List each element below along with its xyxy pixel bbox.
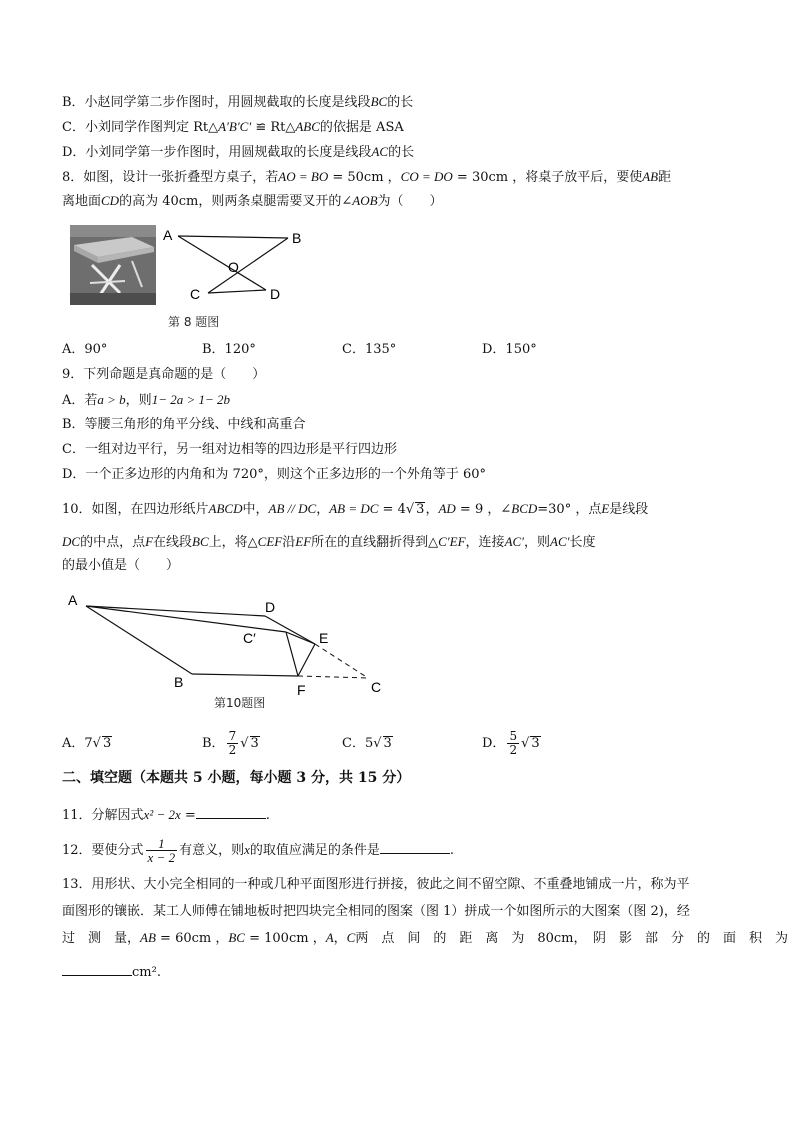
q10-label-b: B	[174, 674, 184, 690]
q7-option-c: C．小刘同学作图判定 Rt△A′B′C′ ≌ Rt△ABC的依据是 ASA	[62, 119, 404, 135]
q11-answer-blank[interactable]	[196, 805, 266, 819]
q10-option-b: B． $\frac{7}{2}$ √ 3	[202, 729, 259, 757]
q13-line2: 面图形的镶嵌．某工人师傅在铺地板时把四块完全相同的图案（图 1）拼成一个如图所示的大图案（图 2)，经	[62, 904, 690, 919]
folding-table-photo	[70, 225, 156, 305]
q10-label-e: E	[319, 630, 329, 646]
q10-option-c: C．5√ 3	[342, 736, 392, 751]
q10-label-d: D	[265, 599, 276, 615]
q9-option-b: B．等腰三角形的角平分线、中线和高重合	[62, 417, 306, 432]
q9-option-a: A．若a > b，则1− 2a > 1− 2b	[62, 392, 231, 408]
q13-answer-blank[interactable]	[62, 962, 132, 976]
q8-label-o: O	[228, 259, 239, 275]
q11: 11．分解因式x² − 2x = .	[62, 807, 270, 823]
q8-caption: 第 8 题图	[168, 315, 220, 329]
q10-stem-line1: 10．如图，在四边形纸片ABCD中，AB // DC，AB = DC = 4√ 3，AD = 9 ，∠BCD=30° ，点E是线段	[62, 501, 649, 517]
q10-option-d: D． $\frac{5}{2}$ √ 3	[482, 729, 540, 757]
section-title: 二、填空题（本题共 5 小题，每小题 3 分，共 15 分）	[62, 770, 411, 786]
q13-line4: cm².	[62, 962, 161, 982]
q10-diagram	[60, 588, 400, 710]
q8-option-d: D．150°	[482, 342, 537, 357]
q8-option-a: A．90°	[62, 342, 108, 357]
q8-stem-line1: 8．如图，设计一张折叠型方桌子，若AO = BO = 50cm ，CO = DO = 30cm ，将桌子放平后，要使AB距	[62, 169, 672, 185]
q10-label-cprime: C′	[243, 630, 256, 646]
q10-label-c: C	[371, 679, 382, 695]
q13-line1: 13．用形状、大小完全相同的一种或几种平面图形进行拼接，彼此之间不留空隙、不重叠地铺成一片，称为平	[62, 877, 690, 892]
q8-option-c: C．135°	[342, 342, 397, 357]
q10-label-f: F	[297, 682, 306, 698]
q12: 12．要使分式 $\frac{1}{x - 2}$ 有意义，则x的取值应满足的条件是 .	[62, 836, 455, 865]
q9-stem: 9．下列命题是真命题的是（ ）	[62, 367, 266, 382]
q8-diagram	[160, 226, 310, 306]
q8-label-d: D	[270, 286, 281, 302]
q13-line3: 过 测 量，AB = 60cm ，BC = 100cm ，A，C两 点 间 的 距 离 为 80cm， 阴 影 部 分 的 面 积 为	[62, 930, 788, 946]
q10-option-a: A．7√ 3	[62, 736, 112, 751]
q9-option-c: C．一组对边平行，另一组对边相等的四边形是平行四边形	[62, 442, 397, 457]
q7-option-d: D．小刘同学第一步作图时，用圆规截取的长度是线段AC的长	[62, 144, 415, 160]
q7-option-b: B．小赵同学第二步作图时，用圆规截取的长度是线段BC的长	[62, 94, 414, 110]
q12-answer-blank[interactable]	[380, 840, 450, 854]
q10-stem-line3: 的最小值是（ ）	[62, 558, 180, 573]
q8-label-c: C	[190, 286, 201, 302]
q8-label-b: B	[292, 230, 302, 246]
q10-caption: 第10题图	[214, 696, 266, 710]
q8-label-a: A	[163, 227, 173, 243]
q10-stem-line2: DC的中点，点F在线段BC上，将△CEF沿EF所在的直线翻折得到△C′EF，连接AC′，则AC′长度	[62, 534, 596, 550]
q8-option-b: B．120°	[202, 342, 256, 357]
q8-stem-line2: 离地面CD的高为 40cm，则两条桌腿需要叉开的∠AOB为（ ）	[62, 193, 443, 209]
q10-label-a: A	[68, 592, 78, 608]
q9-option-d: D．一个正多边形的内角和为 720°，则这个正多边形的一个外角等于 60°	[62, 467, 487, 482]
